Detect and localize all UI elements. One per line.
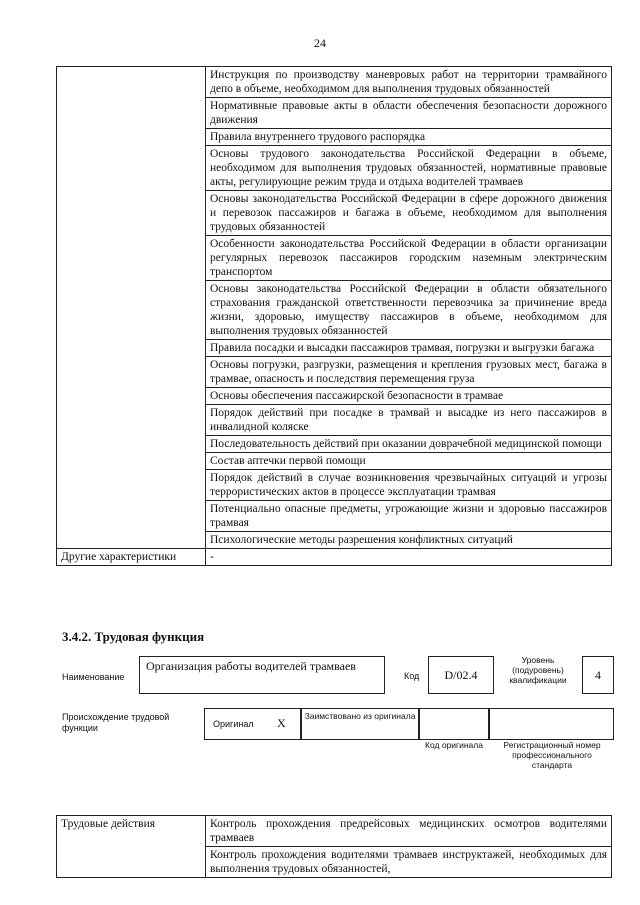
- other-label: Другие характеристики: [57, 549, 206, 566]
- reg-number-box: [488, 708, 614, 740]
- level-value: 4: [595, 668, 601, 682]
- knowledge-item: Порядок действий в случае возникновения чрезвычайных ситуаций и угрозы террористических актов в процессе эксплуатации трамвая: [206, 470, 612, 501]
- other-value: -: [206, 549, 612, 566]
- knowledge-item: Основы трудового законодательства Российской Федерации в объеме, необходимом для выполнения трудовых обязанностей, нормативные правовые акты, регулирующие режим труда и отдыха водителей трамваев: [206, 146, 612, 191]
- code-box: [428, 656, 494, 694]
- code-caption: Код оригинала: [425, 740, 483, 750]
- knowledge-item: Инструкция по производству маневровых работ на территории трамвайного депо в объеме, необходимом для выполнения трудовых обязанностей: [206, 67, 612, 98]
- knowledge-item: Основы обеспечения пассажирской безопасности в трамвае: [206, 388, 612, 405]
- table-row: [57, 816, 612, 847]
- knowledge-item: Последовательность действий при оказании доврачебной медицинской помощи: [206, 436, 612, 453]
- knowledge-item: Основы законодательства Российской Федерации в области обязательного страхования гражданской ответственности перевозчика за причинение вреда жизни, здоровью, имуществу пассажиров в объеме, необходимом для выполнения трудовых обязанностей: [206, 281, 612, 340]
- section-title: 3.4.2. Трудовая функция: [62, 629, 205, 644]
- knowledge-item: Состав аптечки первой помощи: [206, 453, 612, 470]
- knowledge-item: Нормативные правовые акты в области обеспечения безопасности дорожного движения: [206, 98, 612, 129]
- actions-label: Трудовые действия: [57, 816, 206, 878]
- origin-label: Происхождение трудовой функции: [62, 712, 170, 733]
- actions-table: [56, 815, 612, 878]
- name-label: Наименование: [62, 672, 125, 682]
- original-mark: X: [277, 716, 286, 730]
- name-box: [139, 656, 385, 694]
- action-item: Контроль прохождения предрейсовых медицинских осмотров водителями трамваев: [206, 816, 612, 847]
- knowledge-item: Основы погрузки, разгрузки, размещения и крепления грузовых мест, багажа в трамвае, опасность и последствия перемещения груза: [206, 357, 612, 388]
- knowledge-item: Порядок действий при посадке в трамвай и высадке из него пассажиров в инвалидной коляске: [206, 405, 612, 436]
- code-value: D/02.4: [444, 668, 478, 682]
- original-label: Оригинал: [213, 719, 254, 729]
- name-value: Организация работы водителей трамваев: [146, 659, 356, 673]
- level-box: [582, 656, 614, 694]
- origin-code-box: [418, 708, 490, 740]
- original-box: [204, 708, 302, 740]
- code-label: Код: [404, 671, 420, 681]
- knowledge-item: Потенциально опасные предметы, угрожающие жизни и здоровью пассажиров трамвая: [206, 501, 612, 532]
- knowledge-item: Правила внутреннего трудового распорядка: [206, 129, 612, 146]
- level-label: Уровень (подуровень) квалификации: [509, 655, 567, 685]
- action-item: Контроль прохождения водителями трамваев инструктажей, необходимых для выполнения трудовых обязанностей,: [206, 847, 612, 878]
- knowledge-label-cell: [57, 67, 206, 549]
- knowledge-table: [56, 66, 612, 566]
- knowledge-item: Психологические методы разрешения конфликтных ситуаций: [206, 532, 612, 549]
- table-row: [57, 67, 612, 98]
- table-row: [57, 549, 612, 566]
- borrowed-box: [300, 708, 420, 740]
- knowledge-item: Правила посадки и высадки пассажиров трамвая, погрузки и выгрузки багажа: [206, 340, 612, 357]
- reg-caption: Регистрационный номер профессионального стандарта: [503, 740, 601, 770]
- page-number: 24: [314, 36, 326, 50]
- knowledge-item: Особенности законодательства Российской Федерации в области организации регулярных перевозок пассажиров городским наземным электрическим транспортом: [206, 236, 612, 281]
- borrowed-label: Заимствовано из оригинала: [304, 711, 416, 721]
- knowledge-item: Основы законодательства Российской Федерации в сфере дорожного движения и перевозок пассажиров и багажа в объеме, необходимом для выполнения трудовых обязанностей: [206, 191, 612, 236]
